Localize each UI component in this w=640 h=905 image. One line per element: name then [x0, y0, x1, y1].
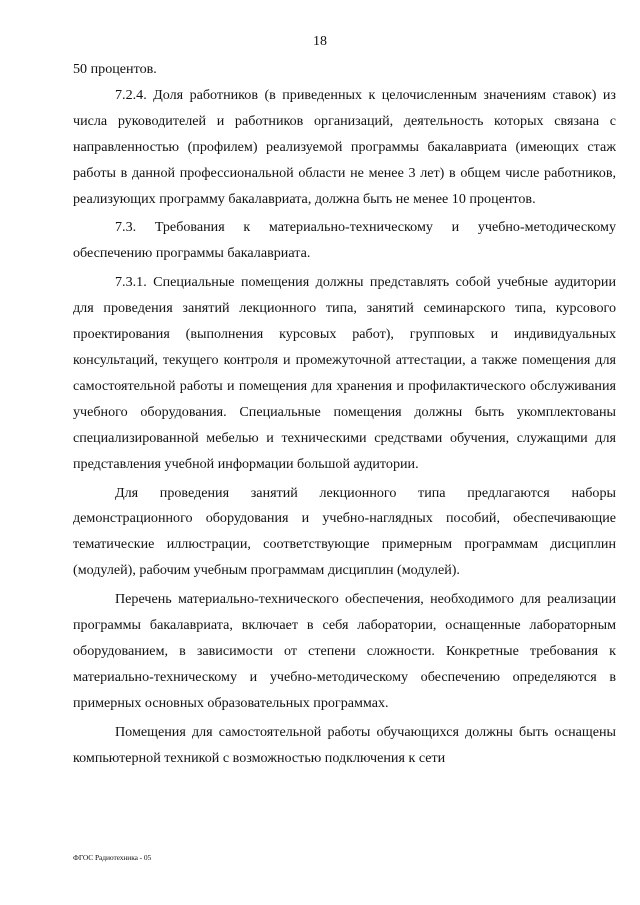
paragraph-7-2-4: 7.2.4. Доля работников (в приведенных к целочисленным значениям ставок) из числа руководителей и работников организаций, деятельность которых связана с направленностью (профилем) реализуемой программы бакалавриата (имеющих стаж работы в данной профессиональной области не менее 3 лет) в общем числе работников, реализующих программу бакалавриата, должна быть не менее 10 процентов.	[73, 86, 616, 207]
page-footer: ФГОС Радиотехника - 05	[73, 853, 152, 862]
body-text	[73, 57, 616, 771]
paragraph-self-study-rooms: Помещения для самостоятельной работы обучающихся должны быть оснащены компьютерной техникой с возможностью подключения к сети	[73, 723, 616, 766]
paragraph-continuation: 50 процентов.	[73, 61, 157, 77]
paragraph-equipment-list: Перечень материально-технического обеспечения, необходимого для реализации программы бакалавриата, включает в себя лаборатории, оснащенные лабораторным оборудованием, в зависимости от степени сложности. Конкретные требования к материально-техническому и учебно-методическому обеспечению определяются в примерных основных образовательных программах.	[73, 591, 616, 711]
paragraph-7-3-1: 7.3.1. Специальные помещения должны представлять собой учебные аудитории для проведения занятий лекционного типа, занятий семинарского типа, курсового проектирования (выполнения курсовых работ), групповых и индивидуальных консультаций, текущего контроля и промежуточной аттестации, а также помещения для самостоятельной работы и помещения для хранения и профилактического обслуживания учебного оборудования. Специальные помещения должны быть укомплектованы специализированной мебелью и техническими средствами обучения, служащими для представления учебной информации большой аудитории.	[73, 274, 616, 472]
page-number: 18	[313, 34, 327, 49]
paragraph-lecture-equipment: Для проведения занятий лекционного типа предлагаются наборы демонстрационного оборудования и учебно-наглядных пособий, обеспечивающие тематические иллюстрации, соответствующие примерным программам дисциплин (модулей), рабочим учебным программам дисциплин (модулей).	[73, 484, 616, 579]
section-heading-7-3: 7.3. Требования к материально-техническому и учебно-методическому обеспечению программы бакалавриата.	[73, 219, 616, 262]
